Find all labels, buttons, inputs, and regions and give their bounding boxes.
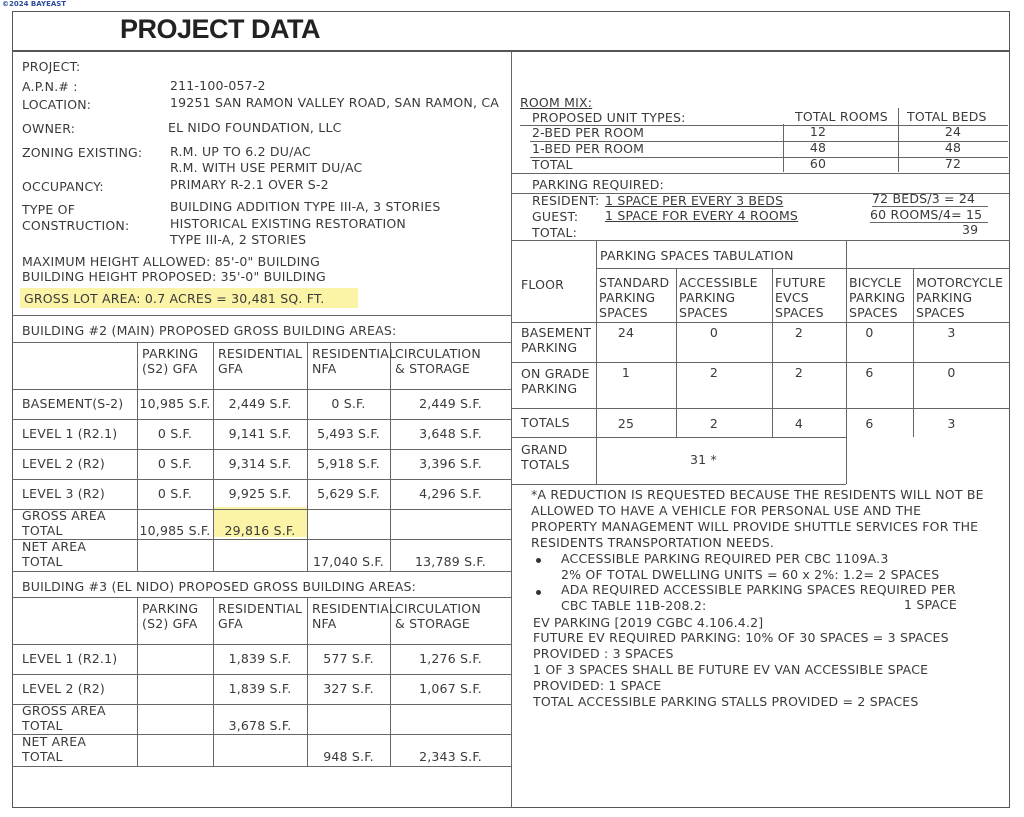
room-mix-header-label: PROPOSED UNIT TYPES: — [532, 110, 686, 125]
owner-label: OWNER: — [22, 121, 76, 136]
table-cell: 10,985 S.F. — [139, 523, 211, 538]
parking-column-header: PARKING — [916, 290, 973, 305]
table-cell: 5,629 S.F. — [317, 486, 380, 501]
ev-note-4: 1 OF 3 SPACES SHALL BE FUTURE EV VAN ACCESSIBLE SPACE — [533, 662, 929, 677]
parking-cell: 0 — [865, 325, 874, 340]
table-gridline — [12, 734, 511, 735]
row-label: LEVEL 1 (R2.1) — [22, 425, 118, 441]
ev-note-2: FUTURE EV REQUIRED PARKING: 10% OF 30 SPACES = 3 SPACES — [533, 630, 949, 645]
parking-column-header: SPACES — [849, 305, 898, 320]
ev-note-6: TOTAL ACCESSIBLE PARKING STALLS PROVIDED = 2 SPACES — [533, 694, 919, 709]
occupancy-value: PRIMARY R-2.1 OVER S-2 — [170, 177, 329, 192]
table-cell: 4,296 S.F. — [419, 486, 482, 501]
room-mix-header-rooms: TOTAL ROOMS — [795, 109, 888, 124]
parking-required-title: PARKING REQUIRED: — [532, 177, 664, 192]
column-divider — [511, 51, 512, 808]
resident-calc: 72 BEDS/3 = 24 — [872, 191, 976, 206]
parking-column-header: MOTORCYCLE — [916, 275, 1004, 290]
apn-value: 211-100-057-2 — [170, 78, 266, 93]
parking-row-label: PARKING — [521, 381, 578, 396]
location-label: LOCATION: — [22, 97, 92, 112]
table-cell: 2,343 S.F. — [419, 749, 482, 764]
table-gridline — [12, 389, 511, 390]
building3-title: BUILDING #3 (EL NIDO) PROPOSED GROSS BUILDING AREAS: — [22, 579, 417, 594]
table-gridline — [511, 362, 1010, 363]
occupancy-label: OCCUPANCY: — [22, 179, 104, 194]
accessible-note-1: ACCESSIBLE PARKING REQUIRED PER CBC 1109A.3 — [561, 551, 889, 566]
column-header: RESIDENTIAL — [312, 601, 397, 616]
table-gridline — [12, 571, 511, 572]
row-label: TOTAL — [22, 749, 63, 764]
column-header: CIRCULATION — [395, 346, 481, 361]
table-cell: 1,276 S.F. — [419, 651, 482, 666]
row-label: GROSS AREA — [22, 703, 106, 718]
table-cell: 327 S.F. — [323, 681, 374, 696]
room-mix-rooms: 12 — [809, 124, 827, 139]
table-cell: 9,314 S.F. — [228, 456, 292, 471]
table-gridline — [12, 674, 511, 675]
column-header: & STORAGE — [395, 361, 471, 376]
parking-cell: 2 — [794, 365, 804, 380]
parking-cell: 25 — [617, 416, 635, 431]
construction-value-1: BUILDING ADDITION TYPE III-A, 3 STORIES — [170, 199, 441, 214]
total-label: TOTAL: — [532, 225, 578, 240]
parking-column-header: BICYCLE — [849, 275, 902, 290]
table-cell: 577 S.F. — [323, 651, 374, 666]
reduction-note-4: RESIDENTS TRANSPORTATION NEEDS. — [531, 535, 775, 550]
apn-label: A.P.N.# : — [22, 79, 78, 94]
ada-note-3: 1 SPACE — [904, 597, 957, 612]
parking-cell: 3 — [947, 325, 956, 340]
table-cell: 10,985 S.F. — [139, 396, 211, 411]
resident-text: 1 SPACE PER EVERY 3 BEDS — [605, 193, 784, 208]
construction-label-1: TYPE OF — [22, 202, 76, 217]
column-header: RESIDENTIAL — [218, 601, 303, 616]
room-mix-label: TOTAL — [532, 157, 573, 172]
zoning-value-2: R.M. WITH USE PERMIT DU/AC — [170, 160, 363, 175]
row-label: LEVEL 3 (R2) — [22, 485, 105, 501]
table-cell: 1,067 S.F. — [419, 681, 482, 696]
table-cell: 0 S.F. — [157, 486, 193, 501]
parking-column-header: PARKING — [849, 290, 906, 305]
table-cell: 9,141 S.F. — [228, 426, 292, 441]
row-label: LEVEL 2 (R2) — [22, 455, 105, 471]
table-gridline — [137, 597, 138, 766]
watermark-logo: ©2024 BAYEAST — [2, 0, 67, 8]
table-gridline — [511, 437, 846, 438]
total-value: 39 — [962, 222, 979, 237]
row-label: LEVEL 1 (R2.1) — [22, 650, 118, 666]
column-header: CIRCULATION — [395, 601, 481, 616]
parking-column-header: SPACES — [679, 305, 728, 320]
parking-cell: 2 — [709, 416, 719, 431]
ev-note-1: EV PARKING [2019 CGBC 4.106.4.2] — [533, 615, 764, 630]
row-label: NET AREA — [22, 734, 87, 749]
table-cell: 0 S.F. — [157, 426, 193, 441]
row-label: TOTAL — [22, 554, 63, 569]
ada-note-1: ADA REQUIRED ACCESSIBLE PARKING SPACES REQUIRED PER — [561, 582, 956, 597]
grand-total-value: 31 * — [690, 452, 717, 467]
column-header: NFA — [312, 616, 337, 631]
parking-cell: 0 — [947, 365, 956, 380]
table-gridline — [913, 268, 914, 437]
parking-cell: 2 — [794, 325, 804, 340]
table-gridline — [846, 240, 847, 484]
column-header: NFA — [312, 361, 337, 376]
table-cell: 2,449 S.F. — [228, 396, 292, 411]
table-cell: 29,816 S.F. — [224, 523, 296, 538]
table-gridline — [12, 419, 511, 420]
table-cell: 2,449 S.F. — [419, 396, 482, 411]
parking-row-label: ON GRADE — [521, 366, 590, 381]
table-gridline — [511, 484, 846, 485]
row-label: BASEMENT(S-2) — [22, 395, 124, 411]
bullet-icon — [536, 590, 541, 595]
table-cell: 0 S.F. — [157, 456, 193, 471]
table-cell: 13,789 S.F. — [415, 554, 486, 569]
table-gridline — [511, 408, 1010, 409]
owner-value: EL NIDO FOUNDATION, LLC — [168, 120, 342, 135]
resident-label: RESIDENT: — [532, 193, 600, 208]
row-label: NET AREA — [22, 539, 87, 554]
column-header: PARKING — [142, 346, 199, 361]
parking-cell: 2 — [709, 365, 719, 380]
parking-column-header: EVCS — [775, 290, 809, 305]
table-gridline — [12, 342, 511, 343]
zoning-label: ZONING EXISTING: — [22, 145, 143, 160]
parking-row-label: BASEMENT — [521, 325, 592, 340]
table-gridline — [676, 268, 677, 437]
parking-column-header: SPACES — [775, 305, 824, 320]
table-gridline — [12, 479, 511, 480]
project-label: PROJECT: — [22, 59, 81, 74]
table-cell: 0 S.F. — [331, 396, 366, 411]
room-mix-beds: 24 — [944, 124, 962, 139]
parking-column-header: SPACES — [599, 305, 648, 320]
table-gridline — [12, 597, 511, 598]
room-mix-header-beds: TOTAL BEDS — [907, 109, 987, 124]
room-mix-label: 1-BED PER ROOM — [532, 141, 645, 156]
location-value: 19251 SAN RAMON VALLEY ROAD, SAN RAMON, CA — [170, 95, 499, 110]
table-gridline — [772, 268, 773, 437]
ev-note-5: PROVIDED: 1 SPACE — [533, 678, 662, 693]
row-label: LEVEL 2 (R2) — [22, 680, 105, 696]
construction-value-3: TYPE III-A, 2 STORIES — [170, 232, 307, 247]
column-header: RESIDENTIAL — [312, 346, 397, 361]
divider — [511, 240, 1010, 241]
zoning-value-1: R.M. UP TO 6.2 DU/AC — [170, 144, 311, 159]
gross-lot-area: GROSS LOT AREA: 0.7 ACRES = 30,481 SQ. FT. — [24, 291, 325, 306]
table-gridline — [12, 449, 511, 450]
column-header: (S2) GFA — [142, 616, 198, 631]
parking-column-header: PARKING — [679, 290, 736, 305]
table-gridline — [596, 268, 1010, 269]
parking-column-header: ACCESSIBLE — [679, 275, 758, 290]
parking-column-header: FUTURE — [775, 275, 826, 290]
table-cell: 948 S.F. — [323, 749, 374, 764]
table-cell: 5,493 S.F. — [317, 426, 380, 441]
room-mix-rooms: 48 — [809, 140, 827, 155]
table-cell: 9,925 S.F. — [228, 486, 292, 501]
building-height: BUILDING HEIGHT PROPOSED: 35'-0" BUILDING — [22, 269, 326, 284]
column-header: (S2) GFA — [142, 361, 198, 376]
room-mix-beds: 72 — [944, 156, 962, 171]
column-header: GFA — [218, 616, 243, 631]
bullet-icon — [536, 558, 541, 563]
parking-tab-title: PARKING SPACES TABULATION — [600, 248, 794, 263]
table-cell: 17,040 S.F. — [313, 554, 384, 569]
parking-column-header: PARKING — [599, 290, 656, 305]
room-mix-beds: 48 — [944, 140, 962, 155]
parking-cell: 6 — [865, 365, 874, 380]
parking-cell: 1 — [621, 365, 631, 380]
accessible-note-2: 2% OF TOTAL DWELLING UNITS = 60 x 2%: 1.2= 2 SPACES — [561, 567, 940, 582]
floor-label: FLOOR — [521, 277, 565, 292]
divider — [12, 315, 511, 316]
table-cell: 3,396 S.F. — [419, 456, 482, 471]
ev-note-3: PROVIDED : 3 SPACES — [533, 646, 674, 661]
reduction-note-1: *A REDUCTION IS REQUESTED BECAUSE THE RESIDENTS WILL NOT BE — [531, 487, 984, 502]
column-header: PARKING — [142, 601, 199, 616]
guest-label: GUEST: — [532, 209, 579, 224]
construction-value-2: HISTORICAL EXISTING RESTORATION — [170, 216, 406, 231]
parking-cell: 0 — [709, 325, 719, 340]
table-gridline — [596, 240, 597, 484]
building2-title: BUILDING #2 (MAIN) PROPOSED GROSS BUILDING AREAS: — [22, 323, 397, 338]
ada-note-2: CBC TABLE 11B-208.2: — [561, 598, 707, 613]
column-header: RESIDENTIAL — [218, 346, 303, 361]
parking-cell: 6 — [865, 416, 874, 431]
room-mix-rooms: 60 — [809, 156, 827, 171]
grand-total-label: GRAND — [521, 442, 568, 457]
table-cell: 3,648 S.F. — [419, 426, 482, 441]
parking-cell: 4 — [794, 416, 804, 431]
room-mix-label: 2-BED PER ROOM — [532, 125, 645, 140]
table-gridline — [12, 644, 511, 645]
table-cell: 1,839 S.F. — [228, 681, 292, 696]
parking-row-label: PARKING — [521, 340, 578, 355]
reduction-note-2: ALLOWED TO HAVE A VEHICLE FOR PERSONAL USE AND THE — [531, 503, 922, 518]
construction-label-2: CONSTRUCTION: — [22, 218, 130, 233]
page-title: PROJECT DATA — [120, 14, 321, 44]
guest-calc: 60 ROOMS/4= 15 — [870, 207, 983, 222]
reduction-note-3: PROPERTY MANAGEMENT WILL PROVIDE SHUTTLE SERVICES FOR THE — [531, 519, 979, 534]
parking-row-label: TOTALS — [521, 415, 570, 430]
table-gridline — [511, 322, 1010, 323]
row-label: GROSS AREA — [22, 508, 106, 523]
column-header: & STORAGE — [395, 616, 471, 631]
parking-cell: 24 — [617, 325, 635, 340]
row-label: TOTAL — [22, 718, 63, 733]
room-mix-title: ROOM MIX: — [520, 95, 593, 110]
guest-text: 1 SPACE FOR EVERY 4 ROOMS — [605, 208, 799, 223]
row-label: TOTAL — [22, 523, 63, 538]
parking-column-header: STANDARD — [599, 275, 670, 290]
parking-column-header: SPACES — [916, 305, 965, 320]
max-height: MAXIMUM HEIGHT ALLOWED: 85'-0" BUILDING — [22, 254, 320, 269]
table-cell: 3,678 S.F. — [228, 718, 292, 733]
parking-cell: 3 — [947, 416, 956, 431]
table-cell: 1,839 S.F. — [228, 651, 292, 666]
table-cell: 5,918 S.F. — [317, 456, 380, 471]
table-gridline — [12, 766, 511, 767]
divider — [511, 173, 1010, 174]
column-header: GFA — [218, 361, 243, 376]
grand-total-label: TOTALS — [521, 457, 570, 472]
table-gridline — [12, 539, 511, 540]
